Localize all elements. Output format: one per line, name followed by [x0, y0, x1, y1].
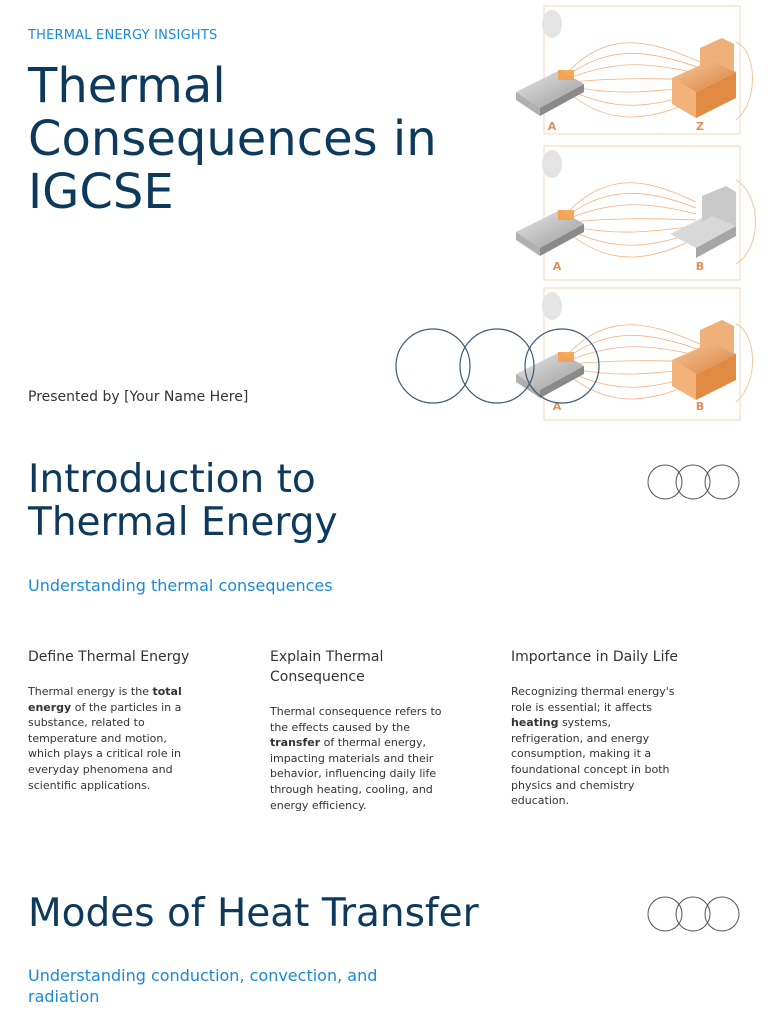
column-body: Thermal consequence refers to the effects caused by the transfer of thermal energy, impacting materials and their behavior, influencing daily life through heating, cooling, and energy efficiency. — [270, 705, 442, 812]
modes-title: Modes of Heat Transfer — [28, 891, 479, 936]
column-body: Recognizing thermal energy's role is essential; it affects heating systems, refrigeration, and energy consumption, making it a foundational concept in both physics and chemistry education. — [511, 685, 675, 808]
intro-column-importance — [511, 647, 683, 809]
illustration-panel-1 — [516, 6, 753, 134]
column-heading: Define Thermal Energy — [28, 649, 190, 665]
page-title: Thermal Consequences in IGCSE — [28, 58, 437, 220]
intro-subtitle: Understanding thermal consequences — [28, 576, 333, 595]
panel-2-left-label: A — [552, 260, 562, 273]
intro-column-explain — [270, 647, 442, 813]
panel-3-left-label: A — [552, 400, 562, 413]
panel-3-right-label: B — [695, 400, 705, 413]
decorative-rings-large — [394, 326, 604, 408]
panel-1-right-label: Z — [696, 120, 704, 133]
column-heading: Importance in Daily Life — [511, 649, 678, 665]
panel-1-left-label: A — [547, 120, 557, 133]
intro-column-define — [28, 647, 200, 793]
modes-subtitle: Understanding conduction, convection, and radiation — [28, 966, 378, 1006]
intro-title: Introduction to Thermal Energy — [28, 457, 338, 545]
panel-2-right-label: B — [695, 260, 705, 273]
decorative-rings-modes — [646, 895, 742, 933]
presenter-line: Presented by [Your Name Here] — [28, 389, 249, 405]
column-heading: Explain Thermal Consequence — [270, 649, 384, 685]
column-body: Thermal energy is the total energy of the particles in a substance, related to temperature and motion, which plays a critical role in everyday phenomena and scientific applications. — [28, 685, 182, 792]
decorative-rings-intro — [646, 463, 742, 501]
kicker-label: THERMAL ENERGY INSIGHTS — [28, 28, 218, 43]
illustration-panel-2 — [516, 146, 756, 280]
